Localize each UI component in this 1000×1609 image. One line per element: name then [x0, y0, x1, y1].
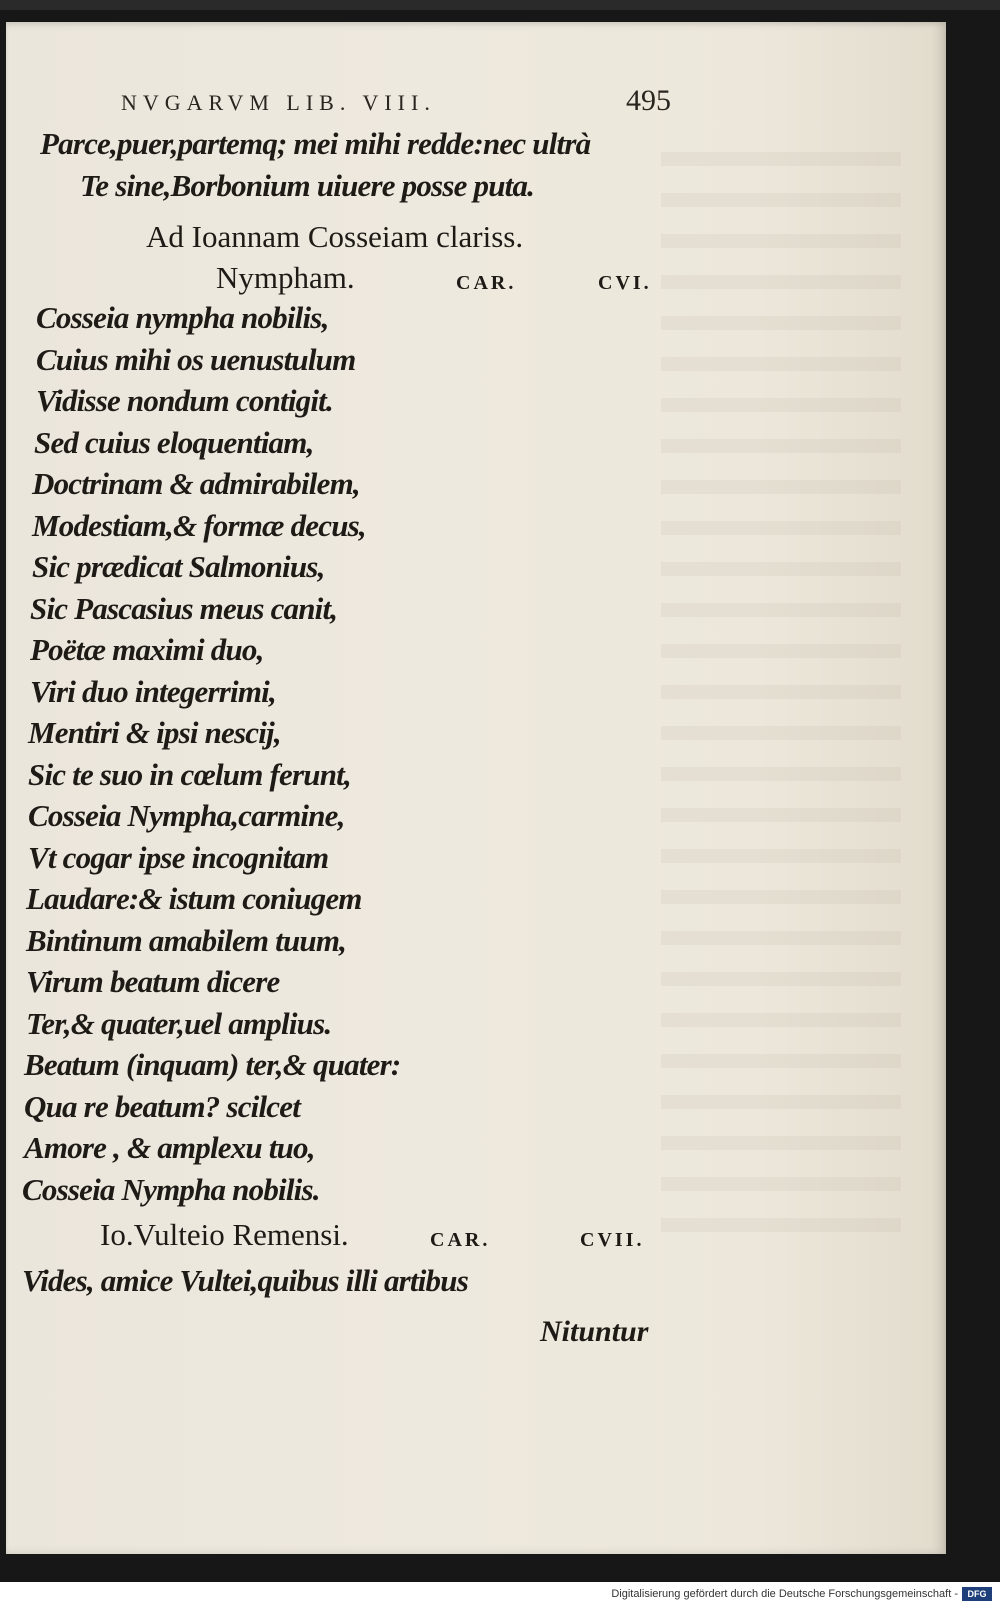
- verse-line: Mentiri & ipsi nescij,: [28, 715, 281, 750]
- verse-line: Vidisse nondum contigit.: [36, 383, 333, 418]
- verse-line: Sic te suo in cœlum ferunt,: [28, 757, 351, 792]
- verse-line: Ter,& quater,uel amplius.: [26, 1006, 332, 1041]
- poem-106-heading-line-1: Ad Ioannam Cosseiam clariss.: [146, 219, 524, 254]
- running-head: [6, 82, 946, 122]
- poem-106-car-label: CAR.: [456, 272, 517, 294]
- verse-line: Poëtæ maximi duo,: [30, 632, 264, 667]
- show-through: [661, 152, 901, 1232]
- opening-line-2: Te sine,Borbonium uiuere posse puta.: [80, 168, 535, 203]
- verse-line: Cosseia Nympha,carmine,: [28, 798, 345, 833]
- verse-line: Sic prædicat Salmonius,: [32, 549, 325, 584]
- book-page: [6, 22, 946, 1554]
- opening-line-1: Parce,puer,partemq; mei mihi redde:nec ultrà: [40, 126, 591, 161]
- poem-107-number: CVII.: [580, 1229, 645, 1251]
- poem-106-heading-line-2: Nympham.: [216, 260, 355, 295]
- verse-line: Viri duo integerrimi,: [30, 674, 276, 709]
- verse-line: Cuius mihi os uenustulum: [36, 342, 356, 377]
- verse-line: Beatum (inquam) ter,& quater:: [24, 1047, 401, 1082]
- verse-line: Bintinum amabilem tuum,: [26, 923, 347, 958]
- catchword: Nituntur: [540, 1315, 649, 1348]
- verse-line: Doctrinam & admirabilem,: [32, 466, 360, 501]
- poem-106-number: CVI.: [598, 272, 652, 294]
- verse-line: Sic Pascasius meus canit,: [30, 591, 338, 626]
- running-head-title: NVGARVM LIB. VIII.: [121, 90, 436, 115]
- verse-line: Cosseia Nympha nobilis.: [22, 1172, 320, 1207]
- poem-107-first-line: Vides, amice Vultei,quibus illi artibus: [22, 1263, 468, 1298]
- digitization-footer: [0, 1582, 1000, 1609]
- poem-107-car-label: CAR.: [430, 1229, 491, 1251]
- poem-107-heading: Io.Vulteio Remensi.: [100, 1217, 349, 1252]
- verse-line: Vt cogar ipse incognitam: [28, 840, 329, 875]
- page-number: 495: [626, 84, 671, 117]
- verse-line: Modestiam,& formæ decus,: [32, 508, 366, 543]
- dfg-logo-icon: DFG: [962, 1587, 992, 1601]
- verse-line: Laudare:& istum coniugem: [26, 881, 362, 916]
- verse-line: Sed cuius eloquentiam,: [34, 425, 314, 460]
- verse-line: Amore , & amplexu tuo,: [24, 1130, 315, 1165]
- verse-line: Virum beatum dicere: [26, 964, 280, 999]
- verse-line: Cosseia nympha nobilis,: [36, 300, 329, 335]
- verse-line: Qua re beatum? scilcet: [24, 1089, 301, 1124]
- funding-credit: Digitalisierung gefördert durch die Deutsche Forschungsgemeinschaft -: [611, 1588, 958, 1600]
